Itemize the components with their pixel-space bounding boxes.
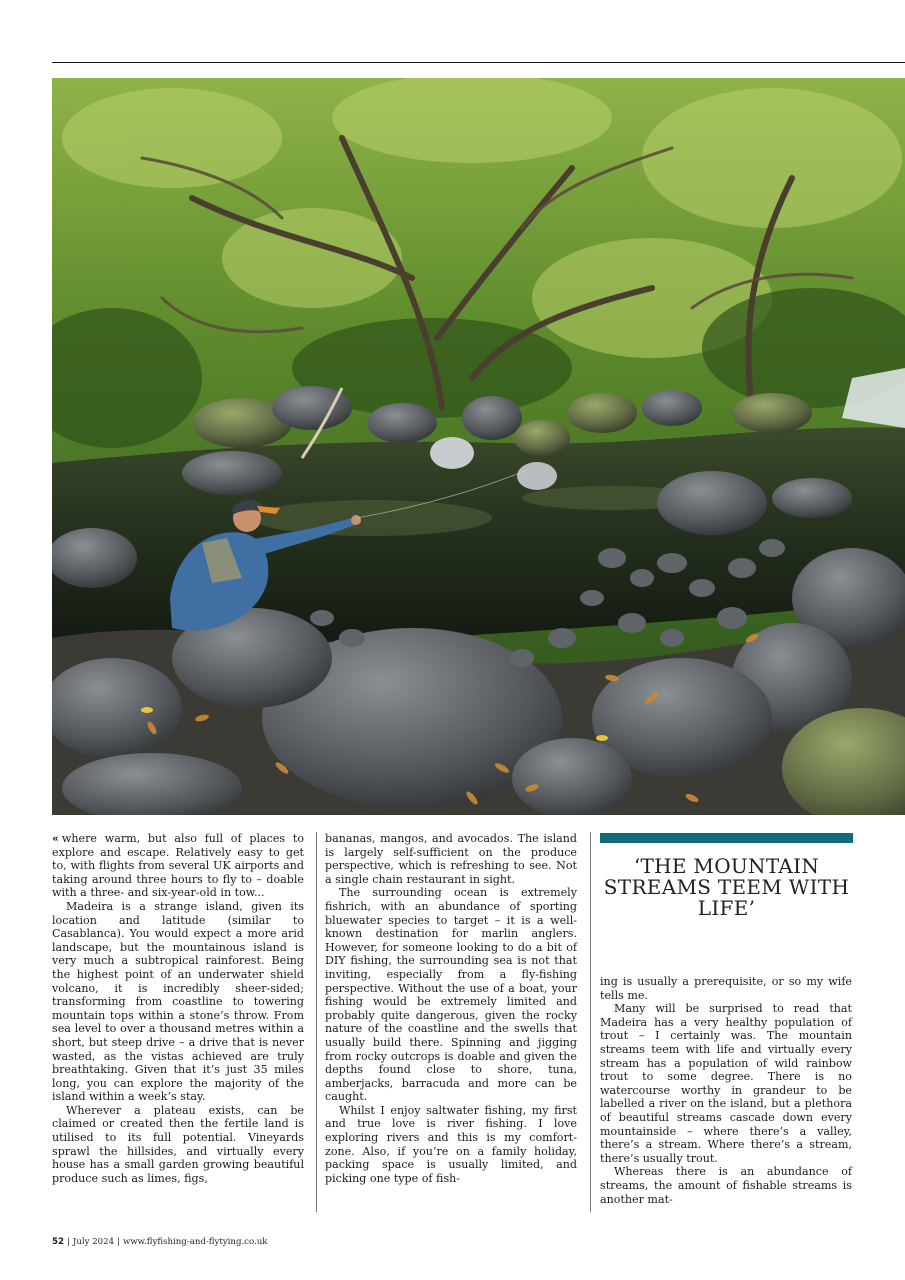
text-column-3 [600, 975, 852, 1206]
column-divider [590, 832, 591, 1212]
paragraph: Whereas there is an abundance of streams, the amount of fishable streams is another mat- [600, 1165, 852, 1206]
text-column-2 [325, 832, 577, 1185]
pull-quote-accent-bar [600, 833, 853, 843]
text-column-1 [52, 832, 304, 1185]
page-number: 52 [52, 1237, 64, 1247]
page-footer [52, 1237, 267, 1247]
issue-date: July 2024 [72, 1237, 115, 1247]
stream-fishing-photo [52, 78, 905, 815]
paragraph: « where warm, but also full of places to explore and escape. Relatively easy to get to, with flights from several UK airports and taking around three hours to fly to – doable with a three- and six-year-old in tow... [52, 832, 304, 900]
continued-arrow-icon: « [52, 832, 59, 845]
paragraph: Madeira is a strange island, given its location and latitude (similar to Casablanca). You would expect a more arid landscape, but the mountainous island is very much a subtropical rainforest. Being the highest point of an underwater shield volcano, it is incredibly sheer-sided; transforming from coastline to towering mountain tops within a stone’s throw. From sea level to over a thousand metres within a short, but steep drive – a drive that is never wasted, as the vistas achieved are truly breathtaking. Given that it’s just 35 miles long, you can explore the majority of the island within a week’s stay. [52, 899, 304, 1104]
paragraph: bananas, mangos, and avocados. The island is largely self-sufficient on the produce perspective, which is refreshing to see. Not a single chain restaurant in sight. [325, 832, 577, 886]
column-divider [316, 832, 317, 1212]
pull-quote: ‘THE MOUNTAIN STREAMS TEEM WITH LIFE’ [603, 854, 850, 920]
paragraph: ing is usually a prerequisite, or so my wife tells me. [600, 975, 852, 1002]
top-rule [52, 62, 905, 63]
paragraph: The surrounding ocean is extremely fishrich, with an abundance of sporting bluewater species to target – it is a well-known destination for marlin anglers. However, for someone looking to do a bit of DIY fishing, the surrounding sea is not that inviting, especially from a fly-fishing perspective. Without the use of a boat, your fishing would be extremely limited and probably quite dangerous, given the rocky nature of the coastline and the swells that usually build there. Spinning and jigging from rocky outcrops is doable and given the depths found close to shore, tuna, amberjacks, barracuda and more can be caught. [325, 886, 577, 1104]
paragraph: Many will be surprised to read that Madeira has a very healthy population of trout – I certainly was. The mountain streams teem with life and virtually every stream has a population of wild rainbow trout to some degree. There is no watercourse worthy in grandeur to be labelled a river on the island, but a plethora of beautiful streams cascade down every mountainside – where there’s a valley, there’s a stream. Where there’s a stream, there’s usually trout. [600, 1002, 852, 1165]
website-link[interactable]: www.flyfishing-and-flytying.co.uk [122, 1237, 268, 1247]
paragraph: Whilst I enjoy saltwater fishing, my first and true love is river fishing. I love exploring rivers and this is my comfort-zone. Also, if you’re on a family holiday, packing space is usually limited, and picking one type of fish- [325, 1103, 577, 1185]
footer-separator: | [66, 1237, 70, 1247]
paragraph: Wherever a plateau exists, can be claimed or created then the fertile land is utilised to its full potential. Vineyards sprawl the hillsides, and virtually every house has a small garden growing beautiful produce such as limes, figs, [52, 1103, 304, 1185]
footer-separator: | [117, 1237, 120, 1247]
